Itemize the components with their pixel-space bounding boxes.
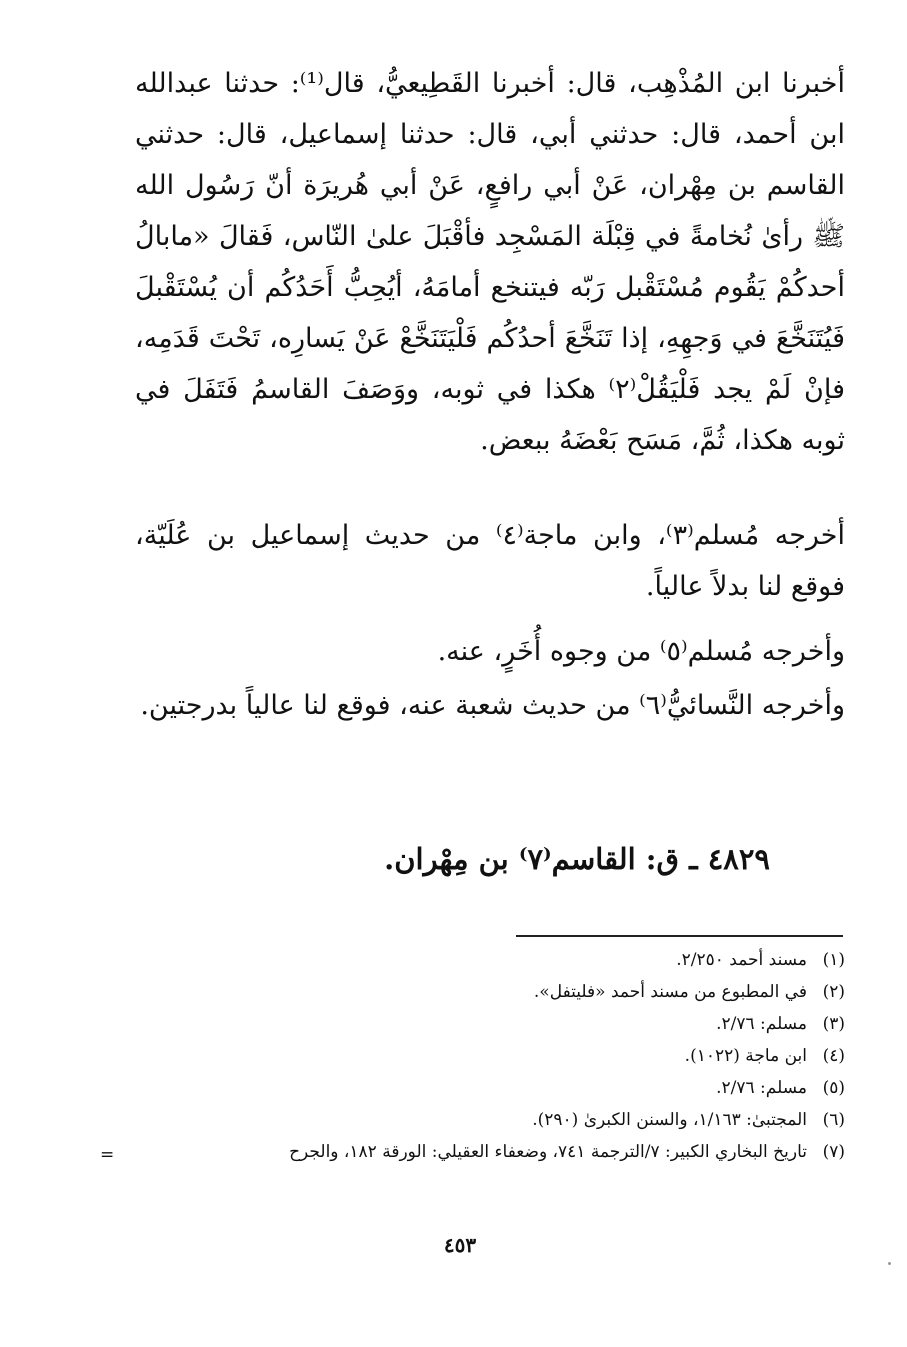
- footnote-text: مسلم: ٢/٧٦.: [716, 1078, 807, 1098]
- footnote-divider: [516, 935, 843, 937]
- footnote-item: [100, 1110, 845, 1142]
- footnote-text: ابن ماجة (١٠٢٢).: [684, 1046, 807, 1066]
- footnote-item: [100, 982, 845, 1014]
- scan-speck: [888, 1262, 891, 1265]
- takhrij-paragraph-muslim-ibn-majah: أخرجه مُسلم⁽٣⁾، وابن ماجة⁽٤⁾ من حديث إسماعيل بن عُلَيّة، فوقع لنا بدلاً عالياً.: [135, 520, 845, 602]
- continuation-mark: =: [100, 1145, 115, 1165]
- footnote-text: تاريخ البخاري الكبير: ٧/الترجمة ٧٤١، وضعفاء العقيلي: الورقة ١٨٢، والجرح: [289, 1142, 807, 1162]
- takhrij-paragraph-muslim: وأخرجه مُسلم⁽٥⁾ من وجوه أُخَرٍ، عنه.: [437, 636, 845, 667]
- footnote-item: [100, 950, 845, 982]
- footnote-number: (١): [822, 950, 845, 970]
- footnote-text: في المطبوع من مسند أحمد «فليتفل».: [533, 982, 807, 1002]
- footnote-number: (٢): [822, 982, 845, 1002]
- footnote-item: [100, 1142, 845, 1174]
- footnote-number: (٦): [822, 1110, 845, 1130]
- footnote-item: [100, 1014, 845, 1046]
- footnote-number: (٧): [822, 1142, 845, 1162]
- footnote-number: (٤): [822, 1046, 845, 1066]
- footnote-number: (٣): [822, 1014, 845, 1034]
- footnote-text: مسند أحمد ٢/٢٥٠.: [676, 950, 807, 970]
- footnote-text: مسلم: ٢/٧٦.: [716, 1014, 807, 1034]
- hadith-paragraph: أخبرنا ابن المُذْهِب، قال: أخبرنا القَطِيعيُّ، قال⁽¹⁾: حدثنا عبدالله ابن أحمد، قال: حدثني أبي، قال: حدثنا إسماعيل، قال: حدثني القاسم بن مِهْران، عَنْ أبي رافعٍ، عَنْ أبي هُريرَة أنّ رَسُول الله ﷺ رأىٰ نُخامةً في قِبْلَة المَسْجِد فأقْبَلَ علىٰ النّاس، فَقالَ «مابالُ أحدكُمْ يَقُوم مُسْتَقْبل رَبّه فيتنخع أمامَهُ، أيُحِبُّ أَحَدُكُم أن يُسْتَقْبلَ فَيُتَنَخَّعَ في وَجهِهِ، إذا تَنَخَّعَ أحدُكُم فَلْيَتَنَخَّعْ عَنْ يَسارِه، تَحْتَ قَدَمِه، فإنْ لَمْ يجد فَلْيَقُلْ⁽٢⁾ هكذا في ثوبه، ووَصَفَ القاسمُ فَتَفَلَ في ثوبه هكذا، ثُمَّ، مَسَح بَعْضَهُ ببعض.: [135, 68, 845, 456]
- footnotes-list: [100, 950, 845, 1174]
- footnote-text: المجتبىٰ: ١/١٦٣، والسنن الكبرىٰ (٢٩٠).: [532, 1110, 807, 1130]
- footnote-item: [100, 1046, 845, 1078]
- footnote-item: [100, 1078, 845, 1110]
- page-number: ٤٥٣: [443, 1233, 477, 1257]
- footnote-number: (٥): [822, 1078, 845, 1098]
- entry-heading: ٤٨٢٩ ـ ق: القاسم⁽٧⁾ بن مِهْران.: [384, 842, 770, 876]
- takhrij-paragraph-nasai: وأخرجه النَّسائيُّ⁽٦⁾ من حديث شعبة عنه، فوقع لنا عالياً بدرجتين.: [140, 690, 845, 721]
